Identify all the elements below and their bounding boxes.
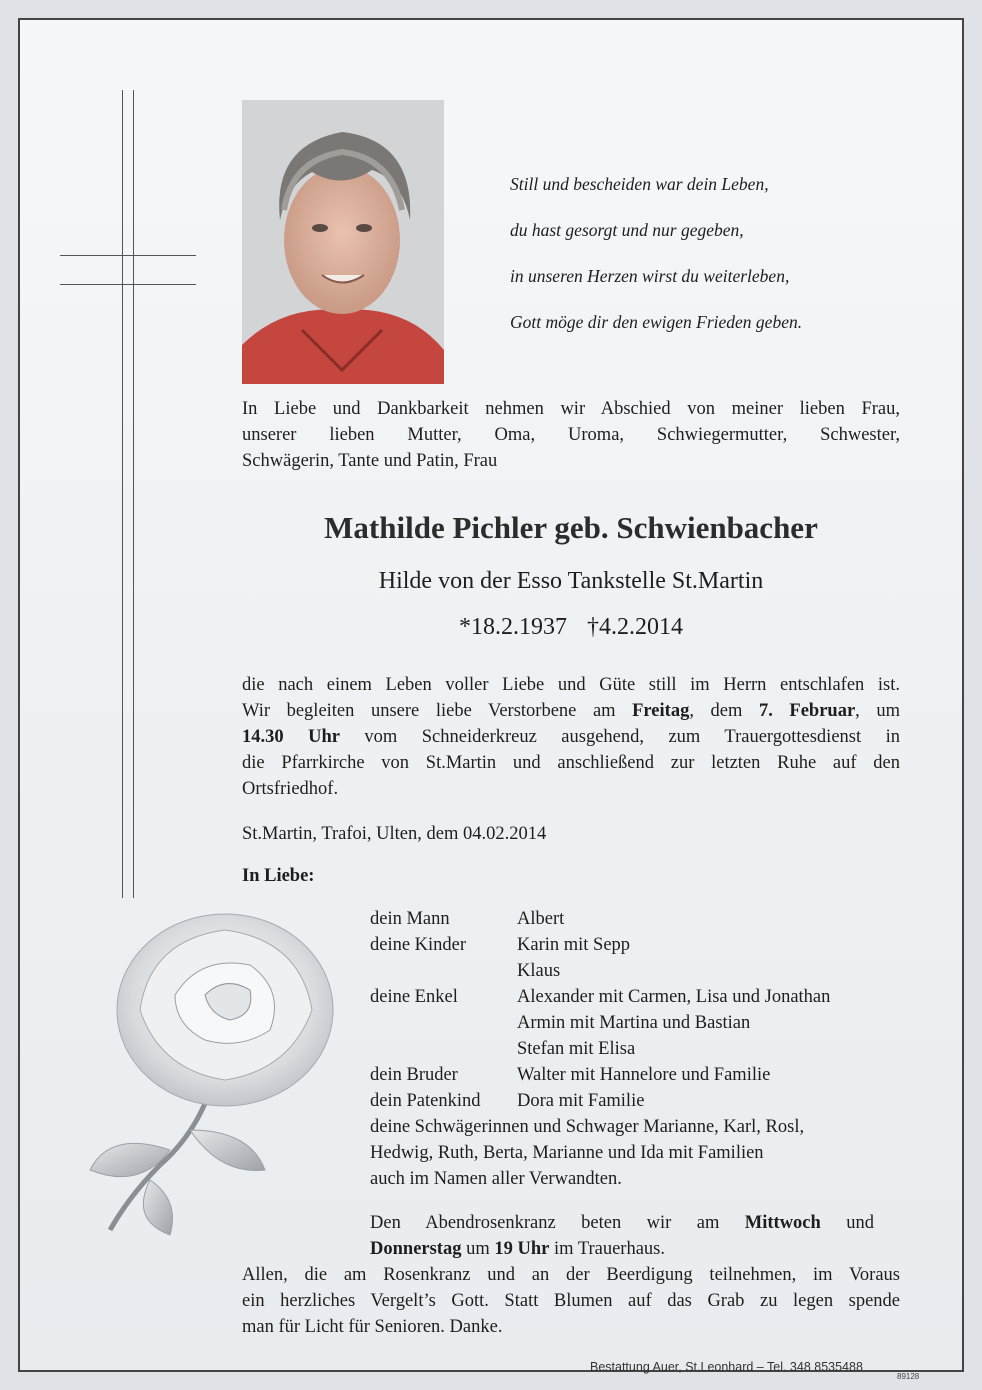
relative-names: Klaus [517,961,561,981]
life-dates [242,614,900,641]
deceased-nickname: Hilde von der Esso Tankstelle St.Martin [378,568,764,594]
poem-line: Gott möge dir den ewigen Frieden geben. [510,312,803,332]
rosary-paragraph [370,1210,874,1262]
intro-line: unserer lieben Mutter, Oma, Uroma, Schwiegermutter, Schwester, [242,425,900,445]
relation-label: dein Mann [370,909,450,929]
family-extra-line: auch im Namen aller Verwandten. [370,1169,622,1189]
rosary-time: 19 Uhr [494,1239,550,1259]
relative-names: Stefan mit Elisa [517,1039,636,1059]
poem-line: Still und bescheiden war dein Leben, [510,174,769,194]
print-code: 89128 [897,1372,920,1381]
closing-line: man für Licht für Senioren. Danke. [242,1317,503,1337]
funeral-paragraph [242,672,900,802]
rosary-line: Donnerstag um 19 Uhr im Trauerhaus. [370,1239,665,1259]
closing-line: ein herzliches Vergelt’s Gott. Statt Blumen auf das Grab zu legen spende [242,1291,900,1311]
family-extra-line: deine Schwägerinnen und Schwager Marianne, Karl, Rosl, [370,1117,805,1137]
funeral-line: die Pfarrkirche von St.Martin und anschließend zur letzten Ruhe auf den [242,753,900,773]
funeral-line: 14.30 Uhr vom Schneiderkreuz ausgehend, zum Trauergottesdienst in [242,727,900,747]
funeral-line: Ortsfriedhof. [242,779,339,799]
rosary-line: Den Abendrosenkranz beten wir am Mittwoch und [370,1213,874,1233]
rosary-day: Donnerstag [370,1239,462,1259]
funeral-time: 14.30 Uhr [242,727,340,747]
intro-line: In Liebe und Dankbarkeit nehmen wir Abschied von meiner lieben Frau, [242,399,900,419]
funeral-line: Wir begleiten unsere liebe Verstorbene am Freitag, dem 7. Februar, um [242,701,901,721]
deceased-name: Mathilde Pichler geb. Schwienbacher [324,510,818,545]
relation-label: dein Bruder [370,1065,458,1085]
funeral-date: 7. Februar [758,701,856,721]
relative-names: Armin mit Martina und Bastian [517,1013,751,1033]
closing-paragraph [242,1262,900,1340]
closing-line: Allen, die am Rosenkranz und an der Beerdigung teilnehmen, im Voraus [242,1265,900,1285]
relation-label: deine Enkel [370,987,458,1007]
relative-names: Dora mit Familie [517,1091,645,1111]
relative-names: Walter mit Hannelore und Familie [517,1065,771,1085]
relation-label: dein Patenkind [370,1091,481,1111]
in-liebe-heading: In Liebe: [242,866,315,886]
poem [510,172,930,356]
family-extra-line: Hedwig, Ruth, Berta, Marianne und Ida mit Familien [370,1143,764,1163]
death-date: †4.2.2014 [587,614,683,640]
rose-icon [50,900,380,1240]
birth-date: *18.2.1937 [459,614,567,640]
funeral-home-footer: Bestattung Auer, St.Leonhard – Tel. 348 8535488 [590,1360,863,1374]
intro-paragraph [242,396,900,474]
poem-line: du hast gesorgt und nur gegeben, [510,220,744,240]
funeral-line: die nach einem Leben voller Liebe und Güte still im Herrn entschlafen ist. [242,675,900,695]
relative-names: Karin mit Sepp [517,935,631,955]
portrait-photo [242,100,444,384]
relation-label: deine Kinder [370,935,467,955]
rosary-day: Mittwoch [744,1213,821,1233]
poem-line: in unseren Herzen wirst du weiterleben, [510,266,790,286]
funeral-day: Freitag [632,701,690,721]
obituary-page [18,18,964,1372]
place-date: St.Martin, Trafoi, Ulten, dem 04.02.2014 [242,824,547,844]
intro-line: Schwägerin, Tante und Patin, Frau [242,451,498,471]
relative-names: Alexander mit Carmen, Lisa und Jonathan [517,987,831,1007]
relative-names: Albert [517,909,565,929]
